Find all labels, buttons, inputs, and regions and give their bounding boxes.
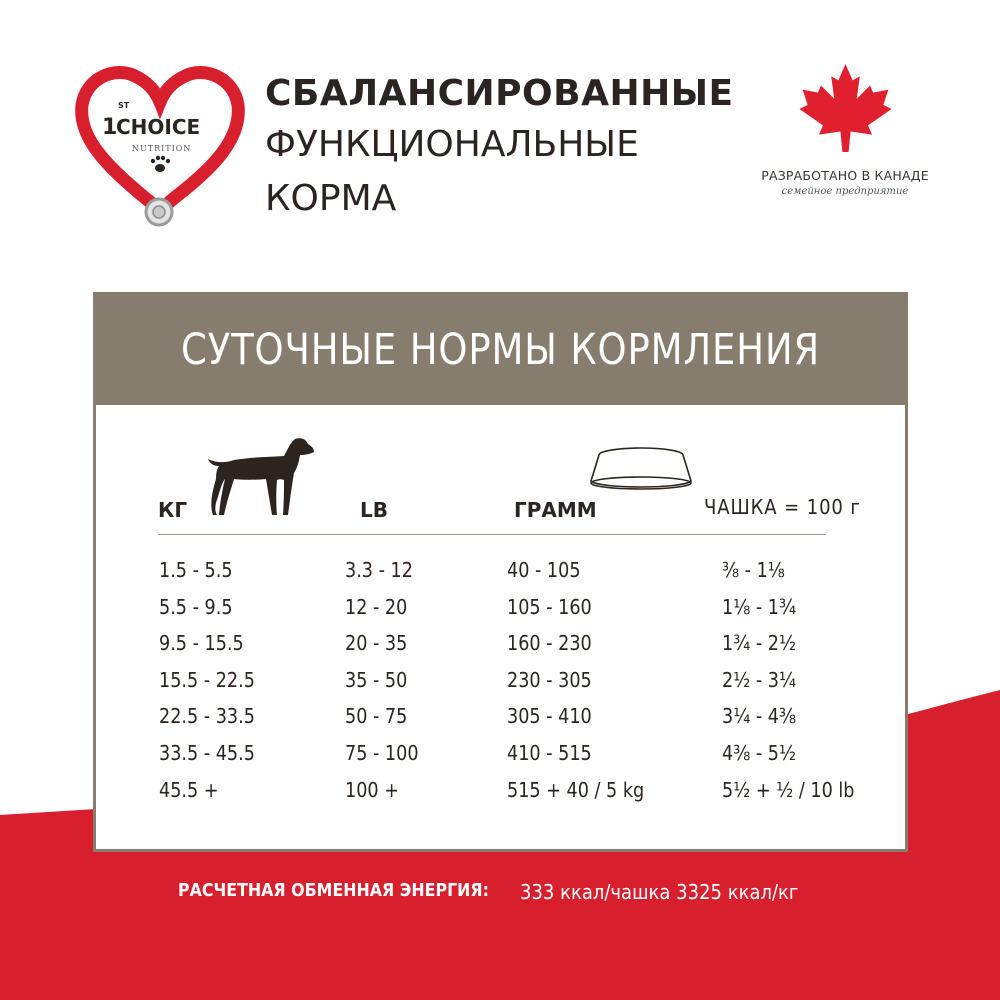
cell-lb: 12 - 20	[345, 594, 408, 619]
header-divider	[158, 534, 826, 535]
table-row	[96, 594, 905, 631]
cell-gram: 105 - 160	[507, 594, 592, 619]
cell-cup: 3¼ - 4⅜	[722, 704, 797, 729]
brand-logo	[70, 60, 250, 235]
table-row	[96, 777, 905, 814]
table-title: СУТОЧНЫЕ НОРМЫ КОРМЛЕНИЯ	[180, 325, 821, 375]
cell-cup: 1⅛ - 1¾	[722, 594, 797, 619]
page-heading	[265, 70, 734, 226]
cell-kg: 1.5 - 5.5	[159, 558, 233, 582]
header-lb: LB	[360, 498, 388, 522]
cell-kg: 9.5 - 15.5	[159, 631, 244, 656]
cell-kg: 45.5 +	[159, 777, 219, 802]
heading-line-2: ФУНКЦИОНАЛЬНЫЕ	[265, 124, 639, 165]
cell-lb: 100 +	[345, 777, 399, 802]
logo-name: CHOICE	[116, 115, 201, 139]
cell-cup: ⅜ - 1⅛	[722, 558, 785, 582]
logo-sup: ST	[118, 101, 130, 110]
cell-gram: 410 - 515	[507, 740, 592, 765]
cell-cup: 4⅜ - 5½	[722, 740, 797, 765]
cell-lb: 35 - 50	[345, 667, 408, 692]
cell-kg: 33.5 - 45.5	[159, 740, 255, 765]
heading-line-1: СБАЛАНСИРОВАННЫЕ	[265, 73, 734, 114]
header-gram: ГРАММ	[514, 498, 597, 522]
energy-footer	[178, 880, 799, 904]
cell-lb: 3.3 - 12	[345, 558, 413, 582]
cell-gram: 40 - 105	[507, 558, 581, 582]
cell-gram: 230 - 305	[507, 667, 592, 692]
heading-line-3: КОРМА	[265, 178, 397, 219]
cell-kg: 15.5 - 22.5	[159, 667, 255, 692]
family-company-label: семейное предприятие	[781, 186, 909, 197]
energy-label: РАСЧЕТНАЯ ОБМЕННАЯ ЭНЕРГИЯ:	[178, 880, 489, 901]
feeding-table-card	[93, 292, 908, 852]
cell-cup: 5½ + ½ / 10 lb	[722, 777, 855, 802]
cell-kg: 5.5 - 9.5	[159, 594, 233, 619]
table-row	[96, 740, 905, 777]
bowl-icon	[589, 445, 694, 495]
header-cup: ЧАШКА = 100 г	[704, 495, 861, 519]
card-header	[96, 295, 905, 405]
header-kg: КГ	[158, 498, 188, 522]
cell-lb: 75 - 100	[345, 740, 419, 765]
cell-cup: 2½ - 3¼	[722, 667, 797, 692]
cell-gram: 305 - 410	[507, 704, 592, 729]
table-row	[96, 667, 905, 704]
table-body	[96, 557, 905, 813]
logo-number: 1	[102, 115, 118, 140]
table-row	[96, 557, 905, 594]
heart-stethoscope-icon	[70, 60, 250, 235]
paw-icon	[151, 156, 170, 172]
table-row	[96, 703, 905, 740]
logo-sub: NUTRITION	[132, 144, 192, 153]
cell-lb: 20 - 35	[345, 631, 408, 656]
made-in-canada-label: РАЗРАБОТАНО В КАНАДЕ	[761, 168, 929, 183]
dog-icon	[204, 435, 314, 523]
cell-cup: 1¾ - 2½	[722, 631, 797, 656]
cell-kg: 22.5 - 33.5	[159, 704, 255, 729]
energy-value: 333 ккал/чашка 3325 ккал/кг	[520, 880, 799, 904]
table-row	[96, 630, 905, 667]
cell-lb: 50 - 75	[345, 704, 408, 729]
cell-gram: 160 - 230	[507, 631, 592, 656]
maple-leaf-icon	[793, 62, 898, 154]
cell-gram: 515 + 40 / 5 kg	[507, 777, 645, 802]
canada-badge	[760, 62, 930, 212]
